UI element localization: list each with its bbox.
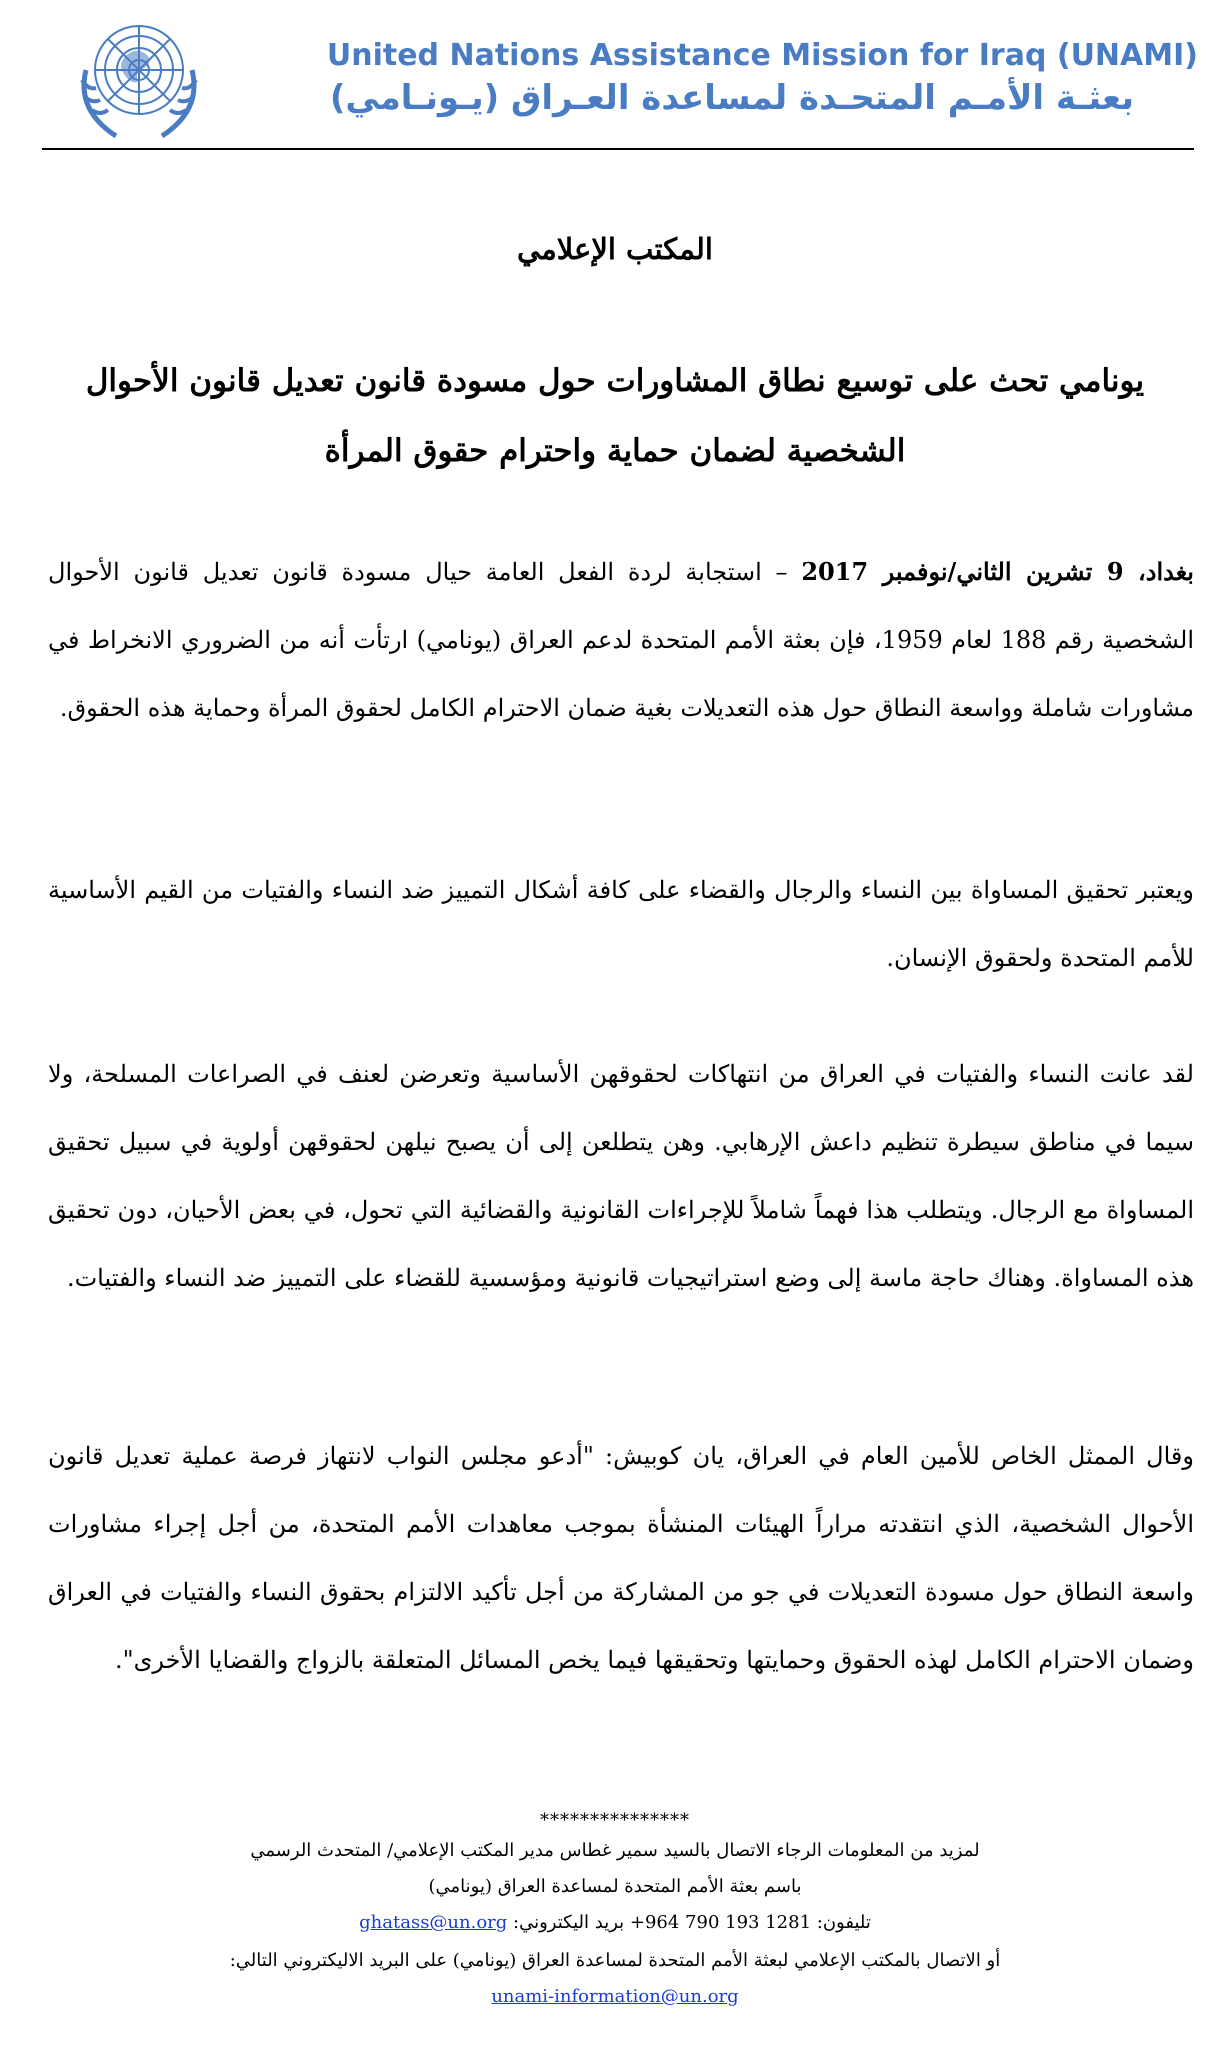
org-name-arabic: بعثـة الأمـم المتحـدة لمساعدة العـراق (يـونـامي) [329, 78, 1134, 118]
dateline: بغداد، 9 تشرين الثاني/نوفمبر 2017 [801, 557, 1194, 586]
office-title: المكتب الإعلامي [517, 232, 713, 266]
paragraph-1-text: – استجابة لردة الفعل العامة حيال مسودة قانون تعديل قانون الأحوال الشخصية رقم 188 لعام 1959، فإن بعثة الأمم المتحدة لدعم العراق (يونامي) ارتأت أنه من الضروري الانخراط في مشاورات شاملة وواسعة النطاق حول هذه التعديلات بغية ضمان الاحترام الكامل لحقوق المرأة وحماية هذه الحقوق. [48, 558, 1194, 722]
footer-office-line: أو الاتصال بالمكتب الإعلامي لبعثة الأمم المتحدة لمساعدة العراق (يونامي) على البريد الاليكتروني التالي: [229, 1950, 1001, 1971]
headline: يونامي تحث على توسيع نطاق المشاورات حول مسودة قانون تعديل قانون الأحوال الشخصية لضمان حماية واحترام حقوق المرأة [85, 363, 1145, 469]
footer-email-line [0, 1984, 1230, 2010]
phone-text: تليفون: 1281 193 790 964+ بريد اليكتروني: [507, 1912, 871, 1933]
email-link-unami[interactable]: unami-information@un.org [491, 1986, 739, 2007]
email-link-ghatass[interactable]: ghatass@un.org [359, 1912, 508, 1933]
footer-mission-line: باسم بعثة الأمم المتحدة لمساعدة العراق (يونامي) [428, 1876, 802, 1897]
footer-contact-line: لمزيد من المعلومات الرجاء الاتصال بالسيد سمير غطاس مدير المكتب الإعلامي/ المتحدث الرسمي [250, 1840, 980, 1861]
paragraph-4: وقال الممثل الخاص للأمين العام في العراق، يان كوبيش: "أدعو مجلس النواب لانتهاز فرصة عملية تعديل قانون الأحوال الشخصية، الذي انتقدته مراراً الهيئات المنشأة بموجب معاهدات الأمم المتحدة، من أجل إجراء مشاورات واسعة النطاق حول مسودة التعديلات في جو من المشاركة من أجل تأكيد الالتزام بحقوق النساء والفتيات في العراق وضمان الاحترام الكامل لهذه الحقوق وحمايتها وتحقيقها فيما يخص المسائل المتعلقة بالزواج والقضايا الأخرى". [48, 1442, 1194, 1674]
footer-phone-line [0, 1910, 1230, 1936]
un-emblem-icon [64, 10, 214, 144]
paragraph-2: ويعتبر تحقيق المساواة بين النساء والرجال والقضاء على كافة أشكال التمييز ضد النساء والفتيات من القيم الأساسية للأمم المتحدة ولحقوق الإنسان. [48, 876, 1194, 972]
separator: *************** [540, 1810, 690, 1831]
header-divider [42, 148, 1194, 150]
paragraph-3: لقد عانت النساء والفتيات في العراق من انتهاكات لحقوقهن الأساسية وتعرضن لعنف في الصراعات المسلحة، ولا سيما في مناطق سيطرة تنظيم داعش الإرهابي. وهن يتطلعن إلى أن يصبح نيلهن لحقوقهن أولوية في سبيل تحقيق المساواة مع الرجال. ويتطلب هذا فهماً شاملاً للإجراءات القانونية والقضائية التي تحول، في بعض الأحيان، دون تحقيق هذه المساواة. وهناك حاجة ماسة إلى وضع استراتيجيات قانونية ومؤسسية للقضاء على التمييز ضد النساء والفتيات. [48, 1060, 1194, 1292]
paragraph-1 [48, 538, 1194, 742]
org-name-english: United Nations Assistance Mission for Iraq (UNAMI) [326, 38, 1198, 73]
